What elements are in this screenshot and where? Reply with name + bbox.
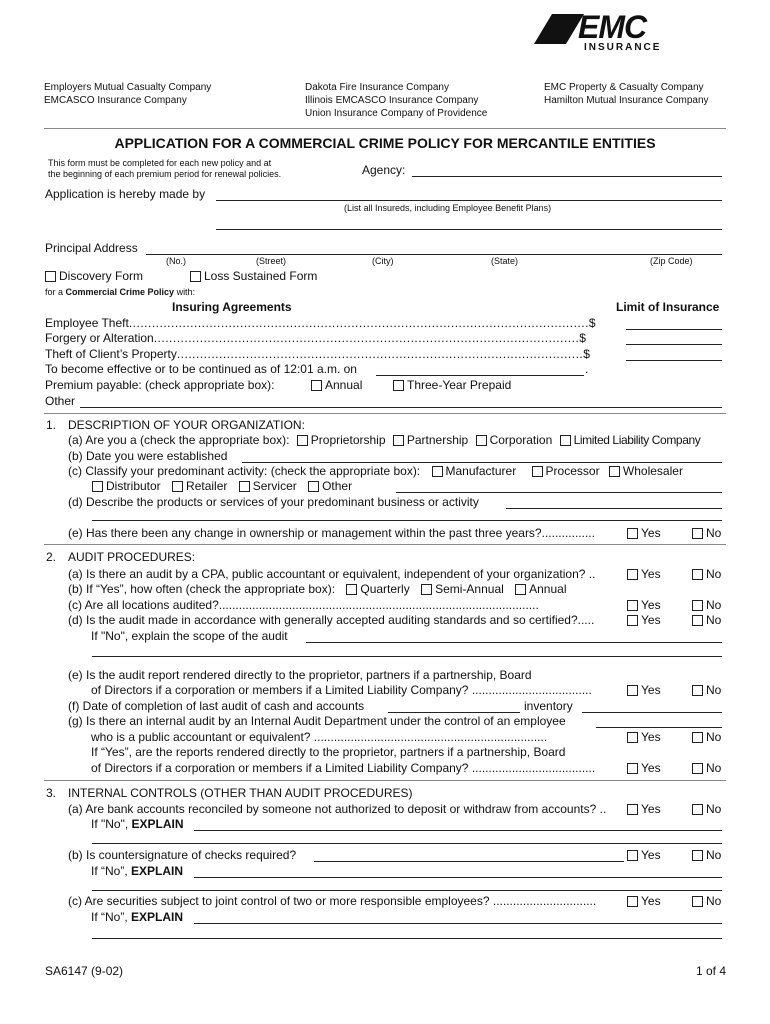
- checkbox[interactable]: [692, 569, 703, 580]
- option-label: Retailer: [186, 479, 228, 493]
- option-label: Yes: [641, 683, 661, 697]
- principal-address-label: Principal Address: [45, 241, 138, 255]
- explain-label: [91, 910, 183, 924]
- yes-option[interactable]: [627, 730, 661, 744]
- annual-option[interactable]: [311, 378, 362, 392]
- agreement-row: [45, 347, 590, 361]
- yes-option[interactable]: [627, 526, 661, 540]
- checkbox[interactable]: [308, 481, 319, 492]
- company-name: EMC Property & Casualty Company: [544, 82, 704, 93]
- checkbox[interactable]: [311, 380, 322, 391]
- explain-field-2[interactable]: [92, 843, 722, 844]
- explain-field[interactable]: [194, 830, 722, 831]
- checkbox[interactable]: [190, 271, 201, 282]
- audit-scope-field[interactable]: [306, 642, 722, 643]
- text: If “No”,: [91, 910, 132, 924]
- agreement-label: Employee Theft: [45, 316, 129, 330]
- option-label: Other: [322, 479, 353, 493]
- s1-c-row: [68, 464, 683, 478]
- checkbox[interactable]: [92, 481, 103, 492]
- addr-city: (City): [372, 256, 394, 266]
- yes-option[interactable]: [627, 894, 661, 908]
- s2-e2-text: of Directors if a corporation or members if a Limited Liability Company? ....................................: [91, 683, 592, 697]
- s1-e-text: (e) Has there been any change in ownership or management within the past three years?................: [68, 526, 595, 540]
- checkbox[interactable]: [692, 804, 703, 815]
- for-a-line: [45, 287, 195, 298]
- option-label: Annual: [325, 378, 363, 392]
- audit-scope-field-2[interactable]: [92, 656, 722, 657]
- audit-date-cash-field[interactable]: [388, 712, 520, 713]
- option-label: Quarterly: [360, 582, 410, 596]
- no-option[interactable]: [692, 802, 721, 816]
- checkbox[interactable]: [692, 615, 703, 626]
- text: EXPLAIN: [131, 864, 184, 878]
- option-label: No: [706, 761, 722, 775]
- page-number: 1 of 4: [696, 964, 727, 978]
- s1-c-row-2: [92, 479, 352, 493]
- s2-b-row: [68, 582, 567, 596]
- checkbox[interactable]: [393, 435, 404, 446]
- products-field-2[interactable]: [92, 520, 722, 521]
- section-1-number: 1.: [46, 418, 57, 432]
- no-option[interactable]: [692, 613, 721, 627]
- checkbox[interactable]: [239, 481, 250, 492]
- insuring-agreements-heading: Insuring Agreements: [172, 300, 292, 314]
- list-insureds-note: (List all Insureds, including Employee Benefit Plans): [344, 203, 552, 213]
- leader-dots: ...............................................................................................................$: [153, 331, 587, 345]
- audit-date-inventory-field[interactable]: [582, 712, 722, 713]
- option-label: Semi-Annual: [435, 582, 504, 596]
- checkbox[interactable]: [627, 528, 638, 539]
- s2-g3-text: If “Yes”, are the reports rendered directly to the proprietor, partners if a partnership, Board: [91, 745, 566, 759]
- company-column-2: [305, 82, 487, 120]
- text: for a: [45, 287, 66, 297]
- form-note: [48, 158, 281, 180]
- option-label: Discovery Form: [59, 269, 144, 283]
- option-label: No: [706, 598, 722, 612]
- checkbox[interactable]: [692, 732, 703, 743]
- addr-street: (Street): [256, 256, 287, 266]
- no-option[interactable]: [692, 894, 721, 908]
- addr-no: (No.): [166, 256, 186, 266]
- no-option[interactable]: [692, 761, 721, 775]
- checkbox[interactable]: [692, 850, 703, 861]
- no-option[interactable]: [692, 730, 721, 744]
- checkbox[interactable]: [627, 569, 638, 580]
- option-label: No: [706, 730, 722, 744]
- no-option[interactable]: [692, 683, 721, 697]
- explain-field[interactable]: [194, 877, 722, 878]
- option-label: Distributor: [106, 479, 161, 493]
- leader-dots: ..........................................................................................................$: [176, 347, 591, 361]
- yes-option[interactable]: [627, 598, 661, 612]
- discovery-form-option[interactable]: [45, 269, 143, 283]
- applicant-field[interactable]: [216, 200, 722, 201]
- s1-a-row: [68, 433, 700, 447]
- note-line: the beginning of each premium period for renewal policies.: [48, 169, 282, 179]
- company-name: Employers Mutual Casualty Company: [44, 82, 212, 93]
- section-1-title: DESCRIPTION OF YOUR ORGANIZATION:: [68, 418, 305, 432]
- checkbox[interactable]: [627, 685, 638, 696]
- text: EXPLAIN: [131, 817, 184, 831]
- option-label: Yes: [641, 598, 661, 612]
- no-option[interactable]: [692, 567, 721, 581]
- s3-a-text: (a) Are bank accounts reconciled by someone not authorized to deposit or withdraw from accounts? ..: [68, 802, 607, 816]
- company-name: Hamilton Mutual Insurance Company: [544, 95, 709, 106]
- form-title: APPLICATION FOR A COMMERCIAL CRIME POLICY FOR MERCANTILE ENTITIES: [114, 135, 656, 151]
- addr-zip: (Zip Code): [650, 256, 693, 266]
- company-name: EMCASCO Insurance Company: [44, 95, 187, 106]
- text: If "No",: [91, 817, 132, 831]
- yes-option[interactable]: [627, 613, 661, 627]
- established-field[interactable]: [242, 462, 722, 463]
- limit-field[interactable]: [626, 344, 722, 345]
- checkbox[interactable]: [627, 763, 638, 774]
- text: with:: [174, 287, 196, 297]
- option-label: Yes: [641, 730, 661, 744]
- form-number: SA6147 (9-02): [45, 964, 124, 978]
- s2-d2-text: If "No", explain the scope of the audit: [91, 629, 288, 643]
- divider: [44, 544, 726, 545]
- text: If “No”,: [91, 864, 132, 878]
- agreement-row: [45, 331, 586, 345]
- section-3-title: INTERNAL CONTROLS (OTHER THAN AUDIT PROCEDURES): [68, 786, 413, 800]
- checkbox[interactable]: [692, 896, 703, 907]
- inventory-label: inventory: [524, 699, 573, 713]
- limit-insurance-heading: Limit of Insurance: [616, 300, 720, 314]
- company-name: Union Insurance Company of Providence: [305, 108, 488, 119]
- option-label: Limited Liability Company: [573, 433, 701, 447]
- loss-sustained-option[interactable]: [190, 269, 317, 283]
- option-label: No: [706, 683, 722, 697]
- explain-label: [91, 817, 184, 831]
- checkbox[interactable]: [432, 466, 443, 477]
- option-label: Yes: [641, 567, 661, 581]
- checkbox[interactable]: [627, 804, 638, 815]
- emc-logo-sub: INSURANCE: [584, 42, 662, 53]
- s1-b-text: (b) Date you were established: [68, 449, 228, 463]
- checkbox[interactable]: [393, 380, 404, 391]
- countersignature-field[interactable]: [314, 861, 624, 862]
- emc-logo-text: EMC: [578, 9, 647, 45]
- option-label: Three-Year Prepaid: [407, 378, 512, 392]
- checkbox[interactable]: [627, 615, 638, 626]
- agreement-row: [45, 316, 596, 330]
- checkbox[interactable]: [692, 685, 703, 696]
- app-by-label: Application is hereby made by: [45, 187, 206, 201]
- no-option[interactable]: [692, 848, 721, 862]
- s2-c-text: (c) Are all locations audited?................................................................................................: [68, 598, 539, 612]
- option-label: Manufacturer: [445, 464, 517, 478]
- option-label: Partnership: [406, 433, 469, 447]
- s2-g1-text: (g) Is there an internal audit by an Internal Audit Department under the control of an employee: [68, 714, 566, 728]
- leader-dots: ........................................................................................................................$: [128, 316, 597, 330]
- option-label: Wholesaler: [622, 464, 683, 478]
- checkbox[interactable]: [297, 435, 308, 446]
- explain-label: [91, 864, 183, 878]
- s3-b-text: (b) Is countersignature of checks required?: [68, 848, 297, 862]
- text: EXPLAIN: [131, 910, 184, 924]
- internal-audit-field[interactable]: [596, 727, 722, 728]
- limit-field[interactable]: [626, 329, 722, 330]
- emc-logo-stripe-icon: [534, 14, 584, 44]
- company-column-3: [544, 82, 709, 107]
- option-label: Loss Sustained Form: [204, 269, 318, 283]
- agreement-label: Theft of Client’s Property: [45, 347, 177, 361]
- option-label: No: [706, 526, 722, 540]
- checkbox[interactable]: [627, 850, 638, 861]
- s2-a-text: (a) Is there an audit by a CPA, public accountant or equivalent, independent of your organization? ..: [68, 567, 596, 581]
- option-label: Yes: [641, 894, 661, 908]
- company-column-1: [44, 82, 211, 107]
- effective-date-field[interactable]: [376, 375, 584, 376]
- section-2-title: AUDIT PROCEDURES:: [68, 550, 196, 564]
- option-label: Servicer: [252, 479, 297, 493]
- checkbox[interactable]: [172, 481, 183, 492]
- yes-option[interactable]: [627, 567, 661, 581]
- checkbox[interactable]: [627, 896, 638, 907]
- option-label: Proprietorship: [310, 433, 386, 447]
- checkbox[interactable]: [45, 271, 56, 282]
- checkbox[interactable]: [692, 763, 703, 774]
- agency-field[interactable]: [412, 176, 722, 177]
- other-activity-field[interactable]: [396, 492, 722, 493]
- s2-e1-text: (e) Is the audit report rendered directly to the proprietor, partners if a partnership, Board: [68, 668, 532, 682]
- option-label: Yes: [641, 613, 661, 627]
- yes-option[interactable]: [627, 761, 661, 775]
- emc-logo: [534, 9, 674, 56]
- option-label: No: [706, 567, 722, 581]
- s1-d-text: (d) Describe the products or services of your predominant business or activity: [68, 495, 479, 509]
- addr-state: (State): [491, 256, 519, 266]
- question-text: (b) If “Yes”, how often (check the appropriate box):: [68, 582, 336, 596]
- products-field[interactable]: [506, 508, 722, 509]
- yes-option[interactable]: [627, 848, 661, 862]
- divider: [44, 780, 726, 781]
- section-2-number: 2.: [46, 550, 57, 564]
- other-label: Other: [45, 394, 76, 408]
- option-label: No: [706, 894, 722, 908]
- text: Commercial Crime Policy: [65, 287, 175, 297]
- checkbox[interactable]: [346, 584, 357, 595]
- option-label: Corporation: [489, 433, 553, 447]
- checkbox[interactable]: [476, 435, 487, 446]
- no-option[interactable]: [692, 526, 721, 540]
- option-label: Yes: [641, 526, 661, 540]
- checkbox[interactable]: [560, 435, 571, 446]
- section-3-number: 3.: [46, 786, 57, 800]
- explain-field-2[interactable]: [92, 890, 722, 891]
- option-label: Yes: [641, 761, 661, 775]
- checkbox[interactable]: [532, 466, 543, 477]
- option-label: Yes: [641, 848, 661, 862]
- s2-g4-text: of Directors if a corporation or members if a Limited Liability Company? .....................................: [91, 761, 596, 775]
- explain-field-2[interactable]: [92, 938, 722, 939]
- limit-field[interactable]: [626, 360, 722, 361]
- checkbox[interactable]: [421, 584, 432, 595]
- period: .: [585, 362, 589, 376]
- company-name: Illinois EMCASCO Insurance Company: [305, 95, 479, 106]
- agreement-label: Forgery or Alteration: [45, 331, 154, 345]
- s2-g2-text: who is a public accountant or equivalent? ......................................................................: [91, 730, 548, 744]
- checkbox[interactable]: [692, 528, 703, 539]
- s3-c-text: (c) Are securities subject to joint control of two or more responsible employees? ...............................: [68, 894, 597, 908]
- other-field[interactable]: [80, 407, 722, 408]
- option-label: No: [706, 613, 722, 627]
- effective-label: To become effective or to be continued as of 12:01 a.m. on: [45, 362, 357, 376]
- divider: [44, 413, 726, 414]
- question-text: (a) Are you a (check the appropriate box):: [68, 433, 290, 447]
- option-label: No: [706, 802, 722, 816]
- option-label: Yes: [641, 802, 661, 816]
- note-line: This form must be completed for each new policy and at: [48, 158, 272, 168]
- option-label: Processor: [545, 464, 600, 478]
- option-label: Annual: [529, 582, 567, 596]
- option-label: No: [706, 848, 722, 862]
- three-year-option[interactable]: [393, 378, 511, 392]
- divider: [44, 128, 726, 129]
- applicant-field-2[interactable]: [216, 229, 722, 230]
- question-text: (c) Classify your predominant activity: (check the appropriate box):: [68, 464, 421, 478]
- s2-f-text: (f) Date of completion of last audit of cash and accounts: [68, 699, 365, 713]
- premium-label: Premium payable: (check appropriate box):: [45, 378, 275, 392]
- agency-label: Agency:: [362, 163, 406, 177]
- checkbox[interactable]: [627, 732, 638, 743]
- company-name: Dakota Fire Insurance Company: [305, 82, 449, 93]
- checkbox[interactable]: [692, 600, 703, 611]
- checkbox[interactable]: [609, 466, 620, 477]
- s2-d-text: (d) Is the audit made in accordance with generally accepted auditing standards and so certified?.....: [68, 613, 595, 627]
- explain-field[interactable]: [194, 923, 722, 924]
- yes-option[interactable]: [627, 683, 661, 697]
- no-option[interactable]: [692, 598, 721, 612]
- checkbox[interactable]: [515, 584, 526, 595]
- principal-address-field[interactable]: [146, 254, 722, 255]
- checkbox[interactable]: [627, 600, 638, 611]
- yes-option[interactable]: [627, 802, 661, 816]
